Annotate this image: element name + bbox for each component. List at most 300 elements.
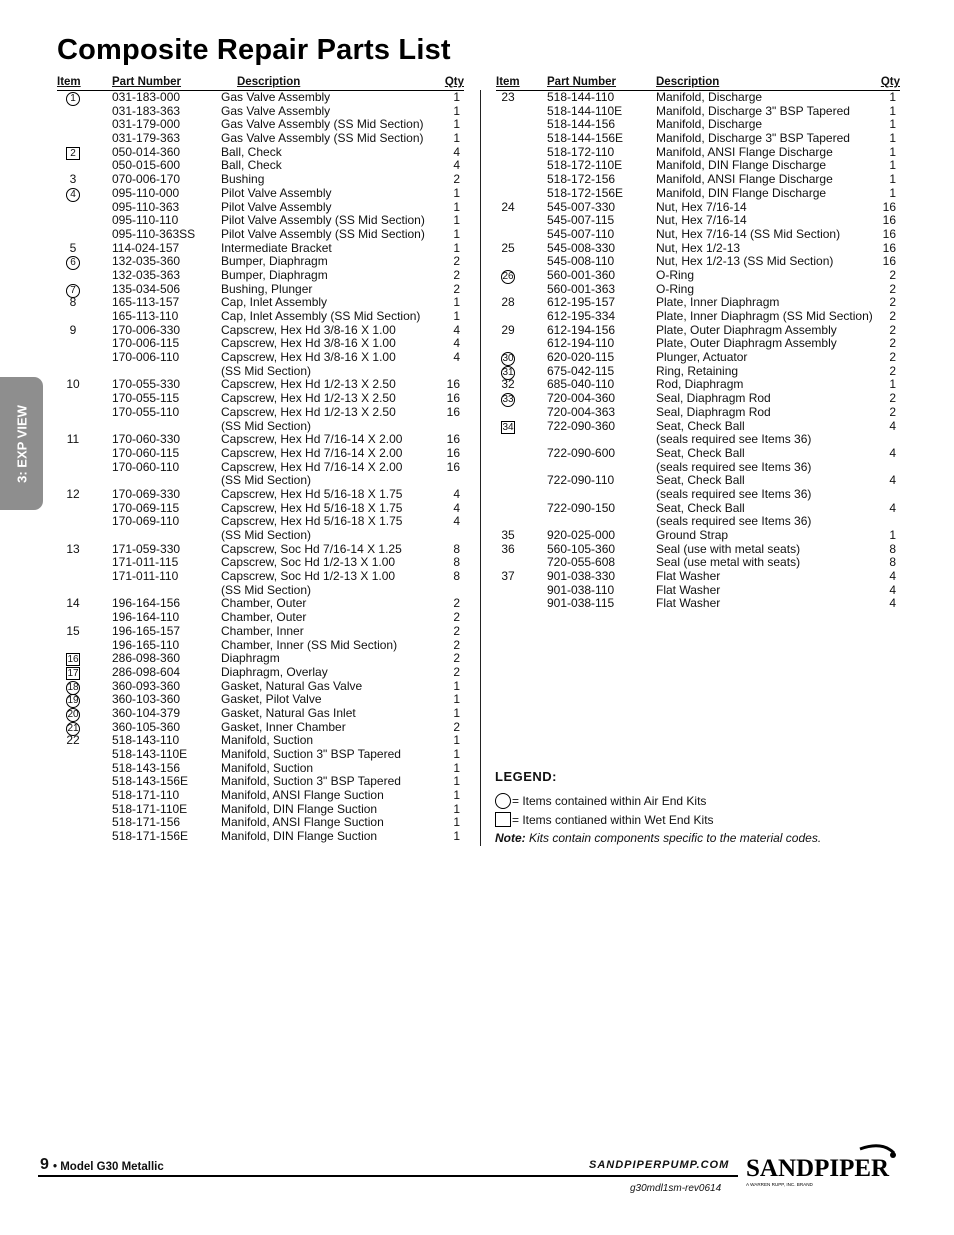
description: Gasket, Natural Gas Inlet (221, 705, 356, 720)
description: Pilot Valve Assembly (SS Mid Section) (221, 213, 425, 228)
table-row (496, 214, 900, 228)
item-label: 23 (501, 90, 515, 104)
item-label: 25 (501, 240, 515, 255)
item-label: 36 (501, 541, 515, 556)
legend-note-text: Kits contain components specific to the material codes. (525, 831, 822, 845)
quantity: 1 (453, 678, 460, 693)
table-row (57, 310, 464, 324)
table-row (57, 378, 464, 392)
section-tab[interactable] (0, 377, 43, 510)
part-number: 518-172-156E (547, 185, 624, 200)
model-name: • Model G30 Metallic (53, 1161, 164, 1173)
item-number (62, 652, 84, 666)
description: Intermediate Bracket (221, 240, 332, 255)
part-number: 685-040-110 (547, 377, 615, 392)
part-number: 518-171-156 (112, 815, 181, 830)
table-header (57, 76, 464, 91)
table-row (496, 228, 900, 242)
item-label: 9 (69, 322, 77, 337)
table-row (57, 132, 464, 146)
description: Seal (use metal with seats) (656, 555, 801, 570)
table-row (496, 584, 900, 598)
table-row (57, 775, 464, 789)
table-row (496, 392, 900, 406)
quantity: 1 (453, 705, 460, 720)
table-row (496, 488, 900, 502)
quantity: 1 (453, 733, 460, 748)
part-number: 720-004-360 (547, 391, 616, 406)
description: Nut, Hex 1/2-13 (656, 240, 741, 255)
quantity: 2 (453, 651, 460, 666)
description: Capscrew, Hex Hd 5/16-18 X 1.75 (221, 514, 403, 529)
description: Capscrew, Hex Hd 5/16-18 X 1.75 (221, 486, 403, 501)
item-number (62, 433, 84, 447)
description: Diaphragm, Overlay (221, 664, 328, 679)
table-row (57, 187, 464, 201)
part-number: 196-164-110 (112, 610, 180, 625)
quantity: 4 (453, 500, 460, 515)
part-number: 675-042-115 (547, 363, 615, 378)
table-row (496, 283, 900, 297)
table-row (57, 242, 464, 256)
part-number: 095-110-000 (112, 185, 180, 200)
item-number (62, 488, 84, 502)
logo-wordmark: SANDPIPER (746, 1155, 890, 1182)
table-row (496, 255, 900, 269)
quantity: 2 (889, 350, 896, 365)
table-row (57, 146, 464, 160)
quantity: 1 (453, 309, 460, 323)
item-number (62, 625, 84, 639)
table-row (496, 529, 900, 543)
quantity: 2 (889, 363, 896, 378)
part-number: 050-014-360 (112, 144, 181, 159)
part-number: 518-144-110 (547, 90, 615, 104)
website-link[interactable]: SANDPIPERPUMP.COM (589, 1159, 730, 1171)
item-label: 14 (66, 596, 80, 611)
part-number: 518-172-156 (547, 172, 616, 187)
description: Gasket, Natural Gas Valve (221, 678, 363, 693)
description: O-Ring (656, 281, 695, 296)
table-row (57, 830, 464, 844)
description: Ball, Check (221, 144, 282, 159)
part-number: 196-165-157 (112, 623, 181, 638)
part-number: 901-038-330 (547, 569, 616, 584)
part-number: 620-020-115 (547, 350, 615, 365)
table-row (496, 91, 900, 105)
quantity: 16 (882, 240, 896, 255)
item-number (497, 378, 519, 392)
table-row (57, 433, 464, 447)
part-number: 612-195-334 (547, 309, 616, 323)
quantity: 1 (889, 131, 896, 146)
quantity: 8 (889, 555, 896, 570)
item-label: 11 (66, 432, 80, 447)
circle-item-marker: 4 (66, 188, 80, 202)
column-divider (480, 90, 481, 846)
circle-item-marker: 26 (502, 270, 514, 282)
description: Cap, Inlet Assembly (SS Mid Section) (221, 309, 421, 323)
table-row (57, 173, 464, 187)
legend-air-end (495, 791, 821, 810)
description: Gasket, Pilot Valve (221, 692, 322, 707)
header-qty: Qty (880, 76, 900, 88)
table-row (496, 105, 900, 119)
description: Plate, Outer Diaphragm Assembly (656, 336, 837, 351)
table-row (57, 625, 464, 639)
quantity: 1 (453, 774, 460, 789)
item-label: 35 (501, 528, 515, 542)
table-row (496, 365, 900, 379)
description: Ground Strap (656, 528, 729, 542)
part-number: 171-011-110 (112, 569, 179, 584)
quantity: 1 (889, 90, 896, 104)
sandpiper-logo (742, 1143, 902, 1189)
quantity: 2 (453, 281, 460, 296)
item-label: 24 (501, 199, 515, 214)
quantity: 1 (889, 103, 896, 118)
part-number: 518-171-110E (112, 801, 188, 816)
description: (seals required see Items 36) (656, 432, 812, 447)
circle-item-marker: 18 (67, 681, 79, 693)
table-row (57, 474, 464, 488)
item-label: 13 (66, 541, 80, 556)
circle-item-marker: 20 (67, 708, 79, 720)
table-row (496, 159, 900, 173)
part-number: 518-172-110E (547, 158, 623, 173)
description: O-Ring (656, 267, 695, 282)
description: Seat, Check Ball (656, 445, 745, 460)
quantity: 4 (453, 350, 460, 365)
quantity: 1 (453, 199, 460, 214)
quantity: 4 (453, 144, 460, 159)
part-number: 545-007-110 (547, 226, 615, 241)
table-row (57, 762, 464, 776)
description: Manifold, Discharge (656, 117, 763, 132)
quantity: 2 (453, 267, 460, 282)
table-row (496, 556, 900, 570)
parts-table-left (57, 76, 464, 844)
square-item-marker: 16 (67, 654, 79, 666)
header-description: Description (656, 76, 720, 88)
quantity: 8 (453, 541, 460, 556)
description: Capscrew, Hex Hd 3/8-16 X 1.00 (221, 336, 396, 351)
part-number: 720-004-363 (547, 404, 616, 419)
part-number: 518-144-156 (547, 117, 616, 132)
quantity: 1 (889, 185, 896, 200)
description: Bumper, Diaphragm (221, 254, 328, 269)
description: Capscrew, Hex Hd 1/2-13 X 2.50 (221, 404, 396, 419)
circle-item-marker: 19 (67, 695, 79, 707)
part-number: 070-006-170 (112, 172, 181, 187)
table-row (57, 392, 464, 406)
part-number: 360-104-379 (112, 705, 181, 720)
part-number: 722-090-600 (547, 445, 616, 460)
quantity: 1 (453, 117, 460, 132)
description: Capscrew, Hex Hd 1/2-13 X 2.50 (221, 391, 396, 406)
part-number: 560-105-360 (547, 541, 616, 556)
section-tab-label: 3: EXP VIEW (14, 404, 29, 483)
description: (seals required see Items 36) (656, 459, 812, 474)
table-row (496, 461, 900, 475)
part-number: 286-098-360 (112, 651, 181, 666)
table-row (57, 488, 464, 502)
table-row (57, 693, 464, 707)
table-row (496, 132, 900, 146)
legend-air-end-text: = Items contained within Air End Kits (512, 793, 707, 808)
part-number: 132-035-363 (112, 267, 181, 282)
table-row (496, 310, 900, 324)
item-number (62, 242, 84, 256)
table-body-right (496, 91, 900, 611)
description: (SS Mid Section) (221, 528, 312, 542)
circle-item-marker: 33 (502, 394, 514, 406)
table-row (57, 228, 464, 242)
item-number (497, 296, 519, 310)
item-number (497, 324, 519, 338)
quantity: 1 (889, 377, 896, 392)
part-number: 720-055-608 (547, 555, 616, 570)
part-number: 545-008-110 (547, 254, 615, 269)
quantity: 1 (453, 788, 460, 803)
table-row (496, 406, 900, 420)
quantity: 2 (889, 404, 896, 419)
table-row (57, 597, 464, 611)
table-row (57, 789, 464, 803)
quantity: 2 (889, 267, 896, 282)
table-body-left (57, 91, 464, 844)
part-number: 518-144-110E (547, 103, 623, 118)
part-number: 518-171-110 (112, 788, 180, 803)
table-row (496, 173, 900, 187)
description: Flat Washer (656, 569, 721, 584)
description: Manifold, ANSI Flange Suction (221, 815, 384, 830)
table-row (57, 652, 464, 666)
description: Manifold, Discharge (656, 90, 763, 104)
part-number: 031-183-000 (112, 90, 181, 104)
table-row (57, 529, 464, 543)
quantity: 4 (889, 418, 896, 433)
part-number: 031-183-363 (112, 103, 181, 118)
description: (SS Mid Section) (221, 363, 312, 378)
quantity: 1 (453, 213, 460, 228)
part-number: 135-034-506 (112, 281, 181, 296)
table-row (57, 666, 464, 680)
table-row (496, 146, 900, 160)
quantity: 1 (453, 295, 460, 310)
description: Plate, Inner Diaphragm (SS Mid Section) (656, 309, 873, 323)
quantity: 1 (453, 103, 460, 118)
description: Capscrew, Soc Hd 1/2-13 X 1.00 (221, 555, 396, 570)
part-number: 722-090-360 (547, 418, 616, 433)
parts-table-right (496, 76, 900, 611)
description: Rod, Diaphragm (656, 377, 744, 392)
description: Seat, Check Ball (656, 500, 745, 515)
description: Chamber, Inner (221, 623, 304, 638)
quantity: 1 (453, 747, 460, 761)
quantity: 1 (453, 692, 460, 707)
part-number: 170-055-330 (112, 377, 181, 392)
quantity: 1 (453, 240, 460, 255)
table-row (57, 543, 464, 557)
part-number: 612-194-110 (547, 336, 615, 351)
table-row (57, 337, 464, 351)
part-number: 518-143-156E (112, 774, 189, 789)
circle-item-marker: 1 (66, 92, 80, 106)
item-label: 37 (501, 569, 515, 584)
quantity: 1 (889, 158, 896, 173)
item-label: 22 (66, 733, 80, 748)
description: Ball, Check (221, 158, 282, 173)
circle-item-marker: 31 (502, 366, 514, 378)
part-number: 031-179-363 (112, 131, 181, 146)
quantity: 16 (882, 226, 896, 241)
quantity: 4 (453, 514, 460, 529)
item-number (62, 378, 84, 392)
table-row (496, 337, 900, 351)
quantity: 2 (889, 295, 896, 310)
item-number (497, 242, 519, 256)
part-number: 114-024-157 (112, 240, 180, 255)
part-number: 170-069-110 (112, 514, 180, 529)
header-item: Item (57, 76, 81, 88)
quantity: 4 (453, 158, 460, 173)
description: Manifold, DIN Flange Suction (221, 829, 378, 844)
table-row (57, 748, 464, 762)
description: Pilot Valve Assembly (221, 185, 332, 200)
quantity: 1 (453, 829, 460, 844)
table-row (496, 242, 900, 256)
description: Gas Valve Assembly (221, 90, 331, 104)
quantity: 16 (446, 391, 460, 406)
square-item-marker: 2 (66, 147, 80, 160)
description: Cap, Inlet Assembly (221, 295, 328, 310)
quantity: 2 (889, 336, 896, 351)
item-number (497, 529, 519, 543)
table-row (57, 351, 464, 365)
part-number: 560-001-363 (547, 281, 616, 296)
table-row (57, 406, 464, 420)
header-part-number: Part Number (112, 76, 182, 88)
part-number: 170-060-330 (112, 432, 181, 447)
part-number: 170-055-115 (112, 391, 180, 406)
description: Capscrew, Soc Hd 7/16-14 X 1.25 (221, 541, 402, 556)
part-number: 560-001-360 (547, 267, 616, 282)
page-number: 9 (40, 1156, 49, 1173)
legend-wet-end-text: = Items contianed within Wet End Kits (512, 812, 714, 827)
part-number: 171-011-115 (112, 555, 179, 570)
table-row (57, 570, 464, 584)
description: Gasket, Inner Chamber (221, 719, 346, 734)
table-row (57, 420, 464, 434)
table-row (496, 570, 900, 584)
part-number: 196-164-156 (112, 596, 181, 611)
part-number: 722-090-150 (547, 500, 616, 515)
item-number (62, 734, 84, 748)
item-label: 28 (501, 295, 515, 310)
quantity: 16 (882, 254, 896, 269)
description: Seal, Diaphragm Rod (656, 404, 771, 419)
table-row (496, 515, 900, 529)
table-row (496, 433, 900, 447)
part-number: 722-090-110 (547, 473, 615, 488)
description: Seat, Check Ball (656, 418, 745, 433)
quantity: 2 (453, 172, 460, 187)
description: Pilot Valve Assembly (221, 199, 332, 214)
description: Manifold, DIN Flange Suction (221, 801, 378, 816)
quantity: 1 (453, 185, 460, 200)
item-number (62, 296, 84, 310)
item-number (497, 420, 519, 434)
item-number (62, 173, 84, 187)
table-row (496, 351, 900, 365)
quantity: 1 (889, 172, 896, 187)
quantity: 4 (889, 445, 896, 460)
description: Nut, Hex 1/2-13 (SS Mid Section) (656, 254, 834, 269)
part-number: 518-143-110 (112, 733, 180, 748)
quantity: 2 (453, 637, 460, 652)
part-number: 095-110-363SS (112, 226, 196, 241)
part-number: 360-103-360 (112, 692, 181, 707)
quantity: 8 (453, 555, 460, 570)
item-label: 32 (501, 377, 515, 392)
legend-note-label: Note: (495, 831, 526, 845)
table-row (496, 324, 900, 338)
table-row (57, 816, 464, 830)
part-number: 171-059-330 (112, 541, 181, 556)
table-row (57, 734, 464, 748)
part-number: 518-143-156 (112, 760, 181, 775)
quantity: 2 (453, 664, 460, 679)
table-row (57, 502, 464, 516)
circle-item-marker: 7 (66, 284, 80, 298)
item-label: 12 (66, 486, 80, 501)
description: (SS Mid Section) (221, 473, 312, 488)
quantity: 4 (889, 569, 896, 584)
table-row (496, 269, 900, 283)
quantity: 2 (889, 309, 896, 323)
logo-tagline: A WARREN RUPP, INC. BRAND (746, 1182, 813, 1187)
quantity: 4 (889, 473, 896, 488)
square-item-marker: 34 (502, 421, 514, 433)
description: Capscrew, Hex Hd 5/16-18 X 1.75 (221, 500, 403, 515)
item-label: 15 (66, 623, 80, 638)
quantity: 1 (453, 801, 460, 816)
description: Plunger, Actuator (656, 350, 748, 365)
item-label: 8 (69, 295, 77, 310)
item-label: 29 (501, 322, 515, 337)
quantity: 2 (889, 281, 896, 296)
table-row (57, 461, 464, 475)
legend-note (495, 831, 821, 845)
part-number: 518-143-110E (112, 747, 188, 761)
description: Gas Valve Assembly (221, 103, 331, 118)
part-number: 545-008-330 (547, 240, 616, 255)
table-row (496, 474, 900, 488)
quantity: 2 (453, 254, 460, 269)
table-row (496, 201, 900, 215)
quantity: 1 (889, 144, 896, 159)
square-icon (495, 812, 511, 827)
quantity: 4 (453, 486, 460, 501)
quantity: 1 (453, 815, 460, 830)
circle-icon (495, 793, 511, 809)
table-row (57, 707, 464, 721)
square-item-marker: 17 (67, 667, 79, 679)
circle-item-marker: 21 (67, 722, 79, 734)
table-row (496, 187, 900, 201)
quantity: 16 (446, 445, 460, 460)
